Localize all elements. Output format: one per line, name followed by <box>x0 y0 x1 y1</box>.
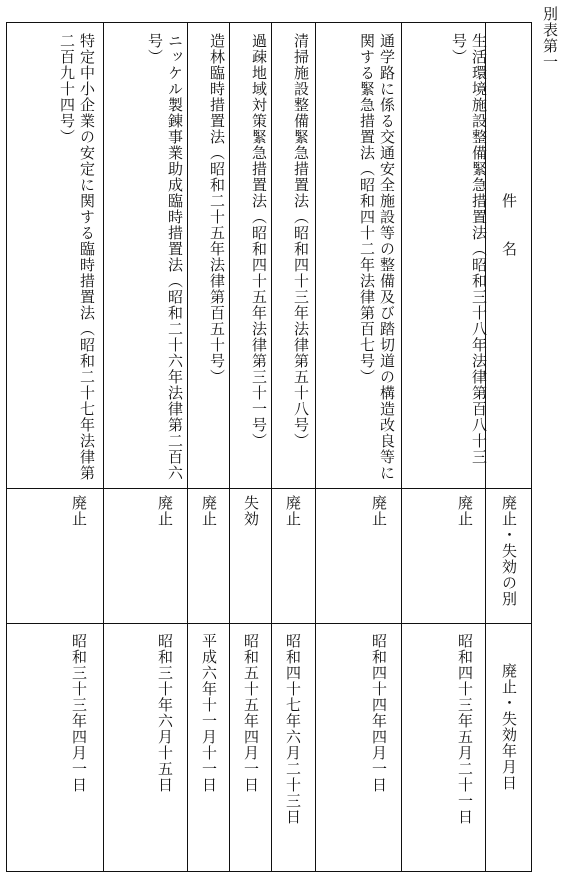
row-date: 昭和四十三年五月二十一日 <box>456 633 474 825</box>
row-name: 生活環境施設整備緊急措置法（昭和三十八年法律第百八十三号） <box>450 33 488 465</box>
row-date: 昭和三十三年四月一日 <box>70 633 88 793</box>
row-type: 廃止 <box>70 495 88 527</box>
row-divider <box>401 23 402 871</box>
row-date: 昭和四十七年六月二十三日 <box>284 633 302 825</box>
header-date: 廃止・失効年月日 <box>500 663 518 791</box>
row-name: ニッケル製錬事業助成臨時措置法（昭和二十六年法律第二百六号） <box>146 33 184 481</box>
section-divider-date <box>7 623 531 624</box>
row-date: 昭和四十四年四月一日 <box>370 633 388 793</box>
row-name: 特定中小企業の安定に関する臨時措置法（昭和二十七年法律第二百九十四号） <box>58 33 96 481</box>
row-divider <box>271 23 272 871</box>
table-title: 別表第一 <box>541 6 559 70</box>
row-type: 失効 <box>242 495 260 527</box>
row-name: 造林臨時措置法（昭和二十五年法律第百五十号） <box>208 33 226 385</box>
row-name: 清掃施設整備緊急措置法（昭和四十三年法律第五十八号） <box>292 33 310 449</box>
row-divider <box>187 23 188 871</box>
row-type: 廃止 <box>156 495 174 527</box>
row-divider <box>315 23 316 871</box>
row-name: 過疎地域対策緊急措置法（昭和四十五年法律第三十一号） <box>250 33 268 449</box>
section-divider-type <box>7 488 531 489</box>
row-divider <box>229 23 230 871</box>
row-type: 廃止 <box>284 495 302 527</box>
row-type: 廃止 <box>456 495 474 527</box>
row-name: 通学路に係る交通安全施設等の整備及び踏切道の構造改良等に関する緊急措置法（昭和四十二年法律第百七号） <box>358 33 396 481</box>
header-name: 件 名 <box>500 193 518 257</box>
row-date: 昭和五十五年四月一日 <box>242 633 260 793</box>
row-type: 廃止 <box>200 495 218 527</box>
row-date: 昭和三十年六月十五日 <box>156 633 174 793</box>
row-type: 廃止 <box>370 495 388 527</box>
row-divider <box>103 23 104 871</box>
row-date: 平成六年十一月十一日 <box>200 633 218 793</box>
law-table <box>6 22 532 872</box>
header-type: 廃止・失効の別 <box>500 495 518 607</box>
